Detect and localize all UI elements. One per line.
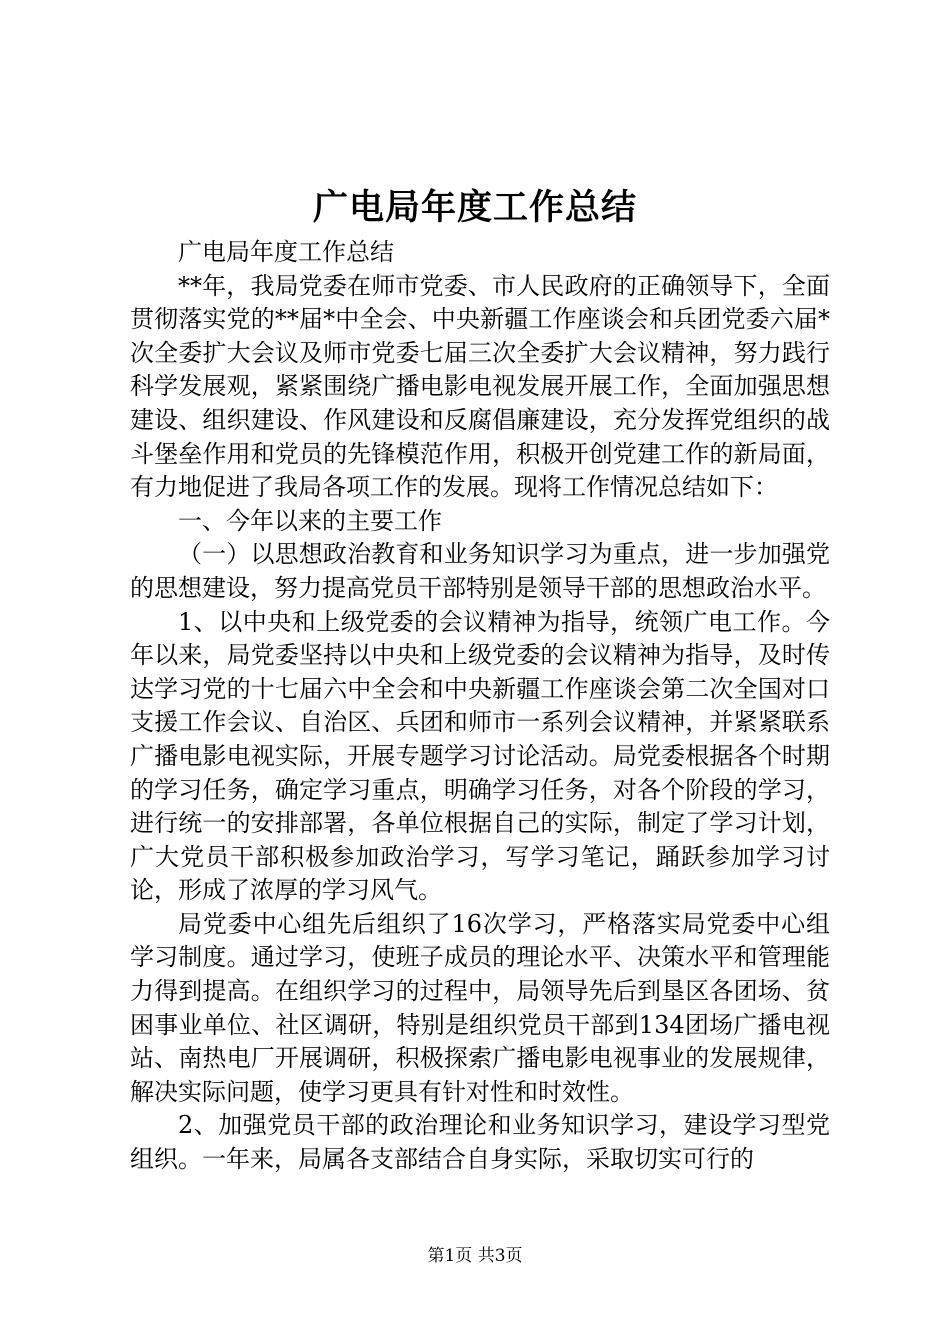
paragraph-subtitle: 广电局年度工作总结	[178, 238, 394, 266]
subsection-heading: （一）以思想政治教育和业务知识学习为重点，进一步加强党的思想建设，努力提高党员干部特别是领导干部的思想政治水平。	[130, 540, 830, 602]
document-body	[130, 236, 830, 1177]
paragraph-item-1: 1、以中央和上级党委的会议精神为指导，统领广电工作。今年以来，局党委坚持以中央和上级党委的会议精神为指导，及时传达学习党的十七届六中全会和中央新疆工作座谈会第二次全国对口支援工作会议、自治区、兵团和师市一系列会议精神，并紧紧联系广播电影电视实际，开展专题学习讨论活动。局党委根据各个时期的学习任务，确定学习重点，明确学习任务，对各个阶段的学习，进行统一的安排部署，各单位根据自己的实际，制定了学习计划，广大党员干部积极参加政治学习，写学习笔记，踊跃参加学习讨论，形成了浓厚的学习风气。	[130, 607, 830, 905]
paragraph-intro: **年，我局党委在师市党委、市人民政府的正确领导下，全面贯彻落实党的**届*中全会、中央新疆工作座谈会和兵团党委六届*次全委扩大会议及师市党委七届三次全委扩大会议精神，努力践行科学发展观，紧紧围绕广播电影电视发展开展工作，全面加强思想建设、组织建设、作风建设和反腐倡廉建设，充分发挥党组织的战斗堡垒作用和党员的先锋模范作用，积极开创党建工作的新局面，有力地促进了我局各项工作的发展。现将工作情况总结如下：	[130, 271, 830, 502]
page-number-footer: 第1页 共3页	[427, 1246, 523, 1266]
paragraph-item-2: 2、加强党员干部的政治理论和业务知识学习，建设学习型党组织。一年来，局属各支部结合自身实际，采取切实可行的	[130, 1111, 830, 1174]
paragraph-study-sessions: 局党委中心组先后组织了16次学习，严格落实局党委中心组学习制度。通过学习，使班子成员的理论水平、决策水平和管理能力得到提高。在组织学习的过程中，局领导先后到垦区各团场、贫困事业单位、社区调研，特别是组织党员干部到134团场广播电视站、南热电厂开展调研，积极探索广播电影电视事业的发展规律，解决实际问题，使学习更具有针对性和时效性。	[130, 909, 830, 1106]
document-title: 广电局年度工作总结	[312, 187, 637, 228]
section-heading: 一、今年以来的主要工作	[178, 506, 442, 535]
